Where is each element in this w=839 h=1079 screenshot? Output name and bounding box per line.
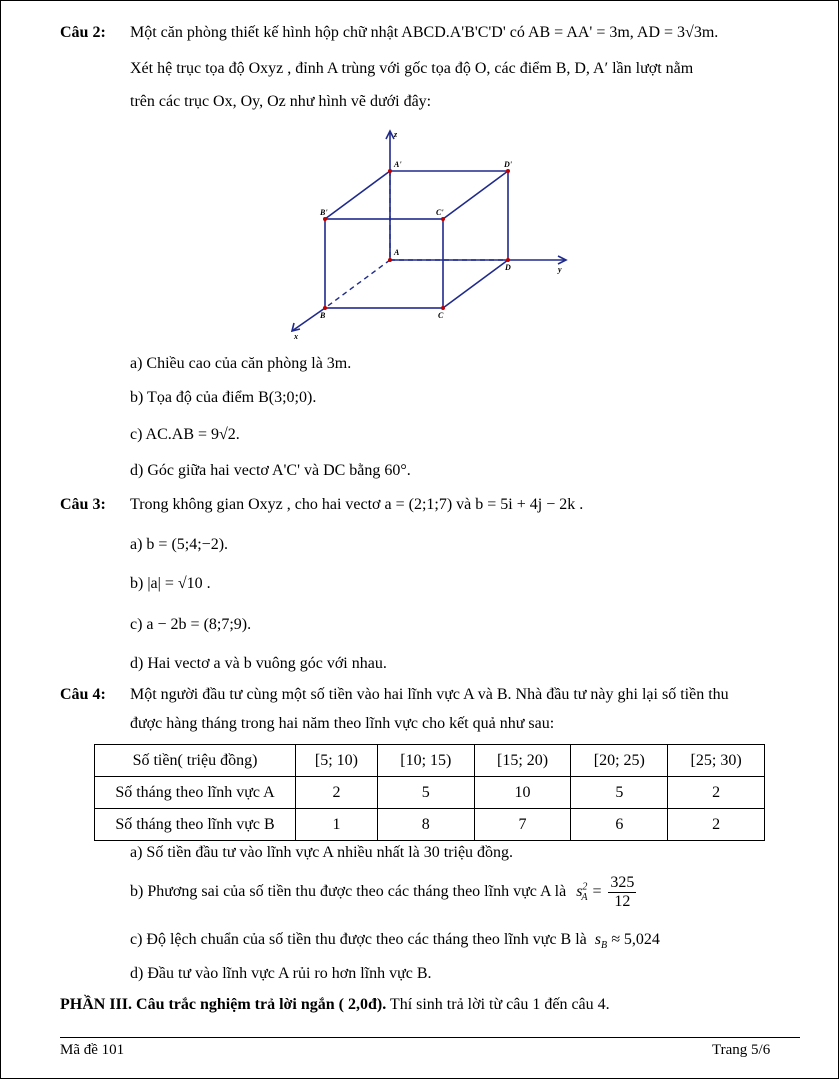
table-cell: 2 xyxy=(296,777,378,809)
question-3-option-b: b) |a| = √10 . xyxy=(130,575,211,592)
question-2-line-1: Một căn phòng thiết kế hình hộp chữ nhật ABCD.A'B'C'D' có AB = AA' = 3m, AD = 3√3m. xyxy=(130,24,719,41)
table-cell: 1 xyxy=(296,809,378,841)
question-2-option-b: b) Tọa độ của điểm B(3;0;0). xyxy=(130,389,317,406)
question-3-label: Câu 3: xyxy=(60,496,106,513)
variance-symbol: $s^2_A$ = xyxy=(576,881,603,904)
table-cell: [20; 25) xyxy=(571,745,668,777)
label-C-prime: C' xyxy=(436,208,444,217)
footer-page-number: Trang 5/6 xyxy=(712,1042,771,1058)
fraction-numerator: 325 xyxy=(610,874,635,891)
table-cell: Số tiền( triệu đồng) xyxy=(95,745,296,777)
footer-divider xyxy=(60,1037,800,1038)
label-B-prime: B' xyxy=(320,208,328,217)
label-A-prime: A' xyxy=(394,160,402,169)
question-2-option-c: c) AC.AB = 9√2. xyxy=(130,426,240,443)
table-cell: 2 xyxy=(668,809,765,841)
label-y: y xyxy=(558,265,562,274)
table-cell: [25; 30) xyxy=(668,745,765,777)
question-3-option-c: c) a − 2b = (8;7;9). xyxy=(130,616,252,633)
table-cell: 5 xyxy=(571,777,668,809)
question-3-line-1: Trong không gian Oxyz , cho hai vectơ a = (2;1;7) và b = 5i + 4j − 2k . xyxy=(130,496,584,513)
question-2-line-3: trên các trục Ox, Oy, Oz như hình vẽ dưới đây: xyxy=(130,93,432,110)
table-header-row xyxy=(95,745,765,777)
label-A: A xyxy=(394,248,400,257)
table-cell: [5; 10) xyxy=(296,745,378,777)
income-table xyxy=(94,744,765,841)
table-cell: Số tháng theo lĩnh vực B xyxy=(95,809,296,841)
part-3-title: PHẦN III. Câu trắc nghiệm trả lời ngắn ( 2,0đ). xyxy=(60,996,387,1013)
table-cell: [15; 20) xyxy=(474,745,571,777)
question-2-line-2: Xét hệ trục tọa độ Oxyz , đỉnh A trùng với gốc tọa độ O, các điểm B, D, A′ lần lượt nằm xyxy=(130,60,694,77)
question-2-option-a: a) Chiều cao của căn phòng là 3m. xyxy=(130,355,352,372)
fraction-denominator: 12 xyxy=(614,893,631,910)
table-cell: 6 xyxy=(571,809,668,841)
footer-exam-code: Mã đề 101 xyxy=(60,1042,125,1058)
question-3-option-d: d) Hai vectơ a và b vuông góc với nhau. xyxy=(130,655,387,672)
table-cell: 7 xyxy=(474,809,571,841)
variance-fraction xyxy=(608,874,636,911)
question-4-label: Câu 4: xyxy=(60,686,106,703)
question-2-option-d: d) Góc giữa hai vectơ A'C' và DC bằng 60°. xyxy=(130,462,411,479)
table-row-a xyxy=(95,777,765,809)
table-cell: [10; 15) xyxy=(377,745,474,777)
part-3-instruction: Thí sinh trả lời từ câu 1 đến câu 4. xyxy=(386,996,610,1013)
std-value: 5,024 xyxy=(623,931,660,948)
label-z: z xyxy=(394,130,398,139)
table-cell: Số tháng theo lĩnh vực A xyxy=(95,777,296,809)
option-c-text: c) Độ lệch chuẩn của số tiền thu được theo các tháng theo lĩnh vực B là xyxy=(130,931,587,948)
question-2-label: Câu 2: xyxy=(60,24,106,41)
table-cell: 10 xyxy=(474,777,571,809)
option-b-text: b) Phương sai của số tiền thu được theo các tháng theo lĩnh vực A là xyxy=(130,883,567,901)
table-cell: 2 xyxy=(668,777,765,809)
question-3-option-a: a) b = (5;4;−2). xyxy=(130,536,229,553)
question-4-option-a: a) Số tiền đầu tư vào lĩnh vực A nhiều nhất là 30 triệu đồng. xyxy=(130,844,514,861)
label-C: C xyxy=(438,311,444,320)
label-x: x xyxy=(294,332,298,340)
std-symbol: $s_B$ ≈ xyxy=(594,931,624,952)
cube-figure xyxy=(280,125,580,340)
table-cell: 5 xyxy=(377,777,474,809)
question-4-option-c xyxy=(130,931,660,951)
question-4-option-b xyxy=(130,874,636,911)
label-D: D xyxy=(505,263,511,272)
part-3-heading xyxy=(60,996,610,1014)
table-cell: 8 xyxy=(377,809,474,841)
question-4-option-d: d) Đầu tư vào lĩnh vực A rủi ro hơn lĩnh vực B. xyxy=(130,965,432,982)
table-row-b xyxy=(95,809,765,841)
question-4-line-1: Một người đầu tư cùng một số tiền vào hai lĩnh vực A và B. Nhà đầu tư này ghi lại số tiền thu xyxy=(130,686,729,703)
label-B: B xyxy=(320,311,326,320)
question-4-line-2: được hàng tháng trong hai năm theo lĩnh vực cho kết quả như sau: xyxy=(130,715,555,732)
label-D-prime: D' xyxy=(504,160,512,169)
